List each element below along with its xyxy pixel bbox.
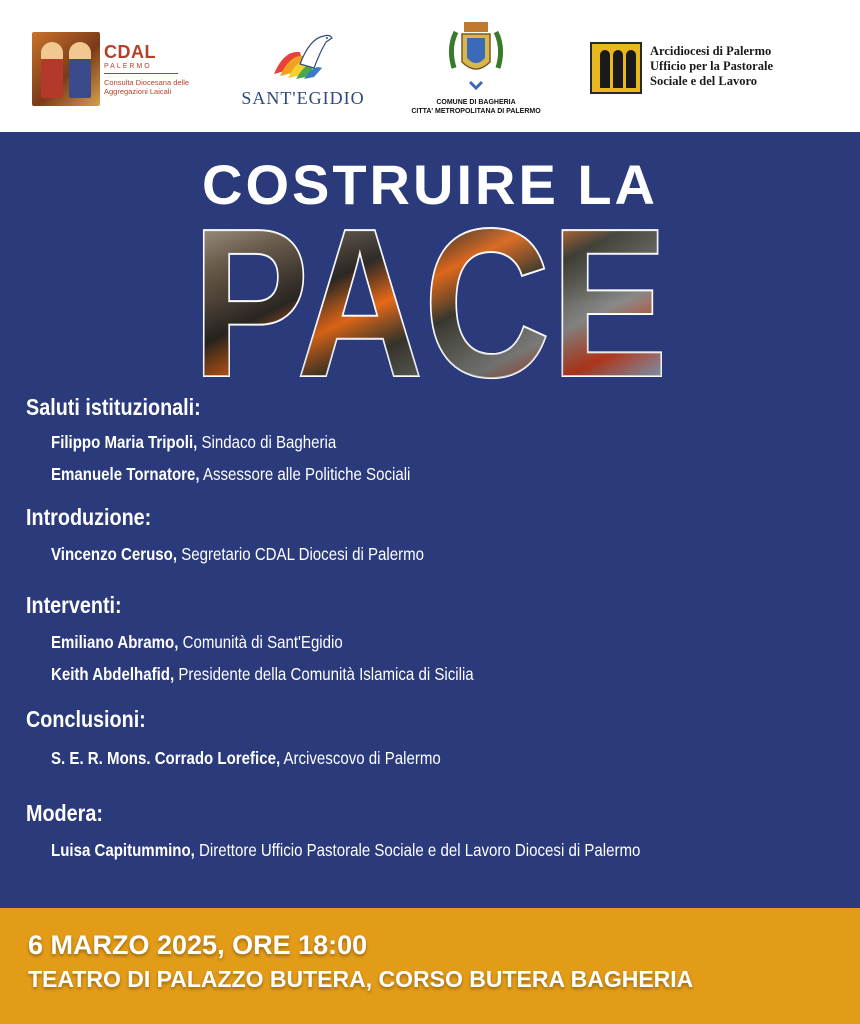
dove-icon — [270, 30, 336, 82]
cdal-logo — [32, 32, 190, 110]
list-item: Vincenzo Ceruso, Segretario CDAL Diocesi di Palermo — [51, 544, 425, 564]
list-item: S. E. R. Mons. Corrado Lorefice, Arcivescovo di Palermo — [51, 748, 441, 768]
bagheria-logo — [410, 18, 542, 122]
event-venue: TEATRO DI PALAZZO BUTERA, CORSO BUTERA BAGHERIA — [28, 966, 694, 992]
heading-conclusioni: Conclusioni: — [26, 706, 146, 732]
santegidio-name: SANT'EGIDIO — [241, 88, 365, 108]
heading-modera: Modera: — [26, 800, 103, 826]
list-item: Filippo Maria Tripoli, Sindaco di Bagheria — [51, 432, 337, 452]
list-item: Luisa Capitummino, Direttore Ufficio Pastorale Sociale e del Lavoro Diocesi di Palermo — [51, 840, 641, 860]
arcidiocesi-name: Arcidiocesi di Palermo Ufficio per la Pastorale Sociale e del Lavoro — [650, 44, 773, 88]
heading-interventi: Interventi: — [26, 592, 122, 618]
heading-saluti: Saluti istituzionali: — [26, 394, 201, 420]
icon-saints-image — [32, 32, 100, 106]
footer — [0, 908, 860, 1024]
cdal-desc: Consulta Diocesana delle Aggregazioni Laicali — [104, 78, 190, 96]
main-panel — [0, 132, 860, 908]
header — [0, 0, 860, 132]
svg-text:PACE: PACE — [192, 214, 668, 384]
list-item: Emanuele Tornatore, Assessore alle Politiche Sociali — [51, 464, 411, 484]
bagheria-name: COMUNE DI BAGHERIA CITTA' METROPOLITANA DI PALERMO — [411, 99, 541, 115]
arcidiocesi-logo — [590, 42, 830, 98]
list-item: Emiliano Abramo, Comunità di Sant'Egidio — [51, 632, 343, 652]
svg-text:PACE: PACE — [192, 214, 668, 384]
icon-saints-panel — [590, 42, 642, 94]
title-top: COSTRUIRE LA — [202, 153, 658, 216]
event-date: 6 MARZO 2025, ORE 18:00 — [28, 930, 368, 960]
crest-icon — [446, 18, 506, 92]
cdal-name: CDAL — [104, 42, 156, 62]
heading-introduzione: Introduzione: — [26, 504, 152, 530]
list-item: Keith Abdelhafid, Presidente della Comunità Islamica di Sicilia — [51, 664, 474, 684]
pace-title — [190, 214, 670, 384]
cdal-sub: PALERMO — [104, 63, 152, 70]
santegidio-logo — [236, 30, 370, 114]
